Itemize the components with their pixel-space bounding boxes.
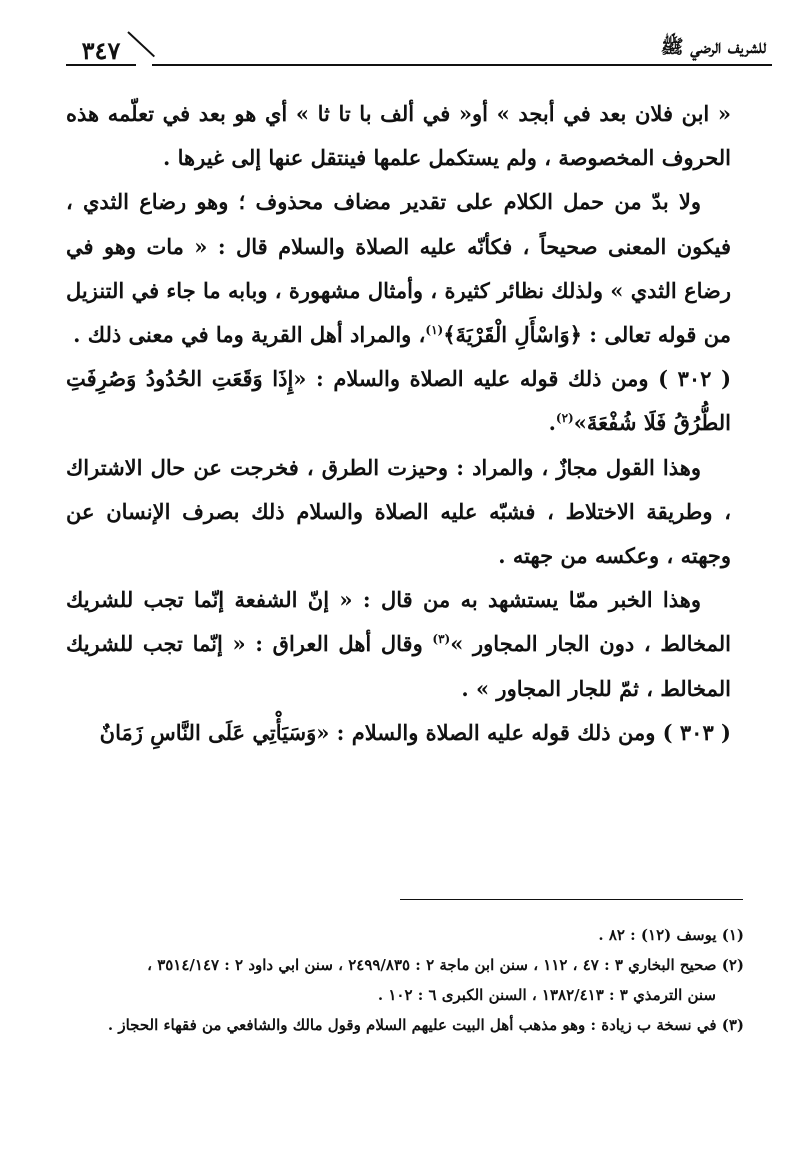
paragraph-text: وهذا الخبر ممّا يستشهد به من قال : « إنّ الشفعة إنّما تجب للشريك المخالط ، دون الجار المجاور »	[66, 587, 731, 657]
footnote-ref-2: (٢)	[555, 411, 574, 426]
paragraph-continuation: « ابن فلان بعد في أبجد » أو« في ألف با تا ثا » أي هو بعد في تعلّمه هذه الحروف المخصوصة ، ولم يستكمل علمها فينتقل عنها إلى غيرها .	[66, 101, 731, 171]
footnote-ref-1: (١)	[425, 323, 444, 338]
hadith-quote: «إِذَا وَقَعَتِ الحُدُودُ وَصُرِفَتِ الطُّرُقُ فَلَا شُفْعَةَ»	[66, 366, 731, 436]
footnote-3: (٣) في نسخة ب زيادة : وهو مذهب أهل البيت عليهم السلام وقول مالك والشافعي من فقهاء الحجاز .	[107, 1016, 744, 1034]
paragraph-explanation	[66, 180, 731, 357]
page-number: ٣٤٧	[81, 36, 121, 65]
paragraph-majaz: وهذا القول مجازٌ ، والمراد : وحيزت الطرق ، فخرجت عن حال الاشتراك ، وطريقة الاختلاط ، فشبّه عليه الصلاة والسلام ذلك بصرف الإنسان عن وجهته ، وعكسه من جهته .	[66, 454, 731, 569]
header-rule	[152, 64, 772, 66]
section-303	[66, 711, 731, 755]
section-number: ( ٣٠٢ )	[658, 366, 732, 392]
section-number: ( ٣٠٣ )	[662, 719, 731, 745]
footnote-rule	[400, 899, 743, 900]
footnotes	[44, 920, 744, 1040]
footnote-2-continued: سنن الترمذي ٣ : ١٣٨٢/٤١٣ ، السنن الكبرى ٦ : ١٠٢ .	[377, 986, 716, 1004]
body-text	[66, 92, 731, 755]
section-intro: ومن ذلك قوله عليه الصلاة والسلام :	[336, 719, 656, 745]
header-tab-line	[66, 64, 136, 66]
paragraph-text: ولا بدّ من حمل الكلام على تقدير مضاف محذوف ؛ وهو رضاع الثدي ، فيكون المعنى صحيحاً ، فكأنّه عليه الصلاة والسلام قال : « مات وهو في رضاع الثدي » ولذلك نظائر كثيرة ، وأمثال مشهورة ، وبابه ما جاء في التنزيل من قوله تعالى :	[66, 189, 731, 348]
section-302	[66, 357, 731, 445]
paragraph-shufa	[66, 578, 731, 711]
footnote-ref-3: (٣)	[432, 632, 451, 647]
quran-quote: ﴿وَاسْأَلِ الْقَرْيَةَ﴾	[443, 322, 582, 348]
paragraph-text: وقال أهل العراق : « إنّما تجب للشريك المخالط ، ثمّ للجار المجاور » .	[66, 631, 731, 701]
section-intro: ومن ذلك قوله عليه الصلاة والسلام :	[316, 366, 649, 392]
footnote-1: (١) يوسف (١٢) : ٨٢ .	[598, 926, 744, 944]
sentence-end: .	[548, 410, 556, 436]
footnote-2: (٢) صحيح البخاري ٣ : ٤٧ ، ١١٢ ، سنن ابن ماجة ٢ : ٢٤٩٩/٨٣٥ ، سنن ابي داود ٢ : ٣٥١٤/١٤٧ ،	[147, 956, 744, 974]
paragraph-text: ، والمراد أهل القرية وما في معنى ذلك .	[73, 322, 426, 348]
hadith-quote: «وَسَيَأْتِي عَلَى النَّاسِ زَمَانٌ	[99, 719, 330, 745]
running-head: للشريف الرضي ﷺ	[660, 36, 766, 58]
